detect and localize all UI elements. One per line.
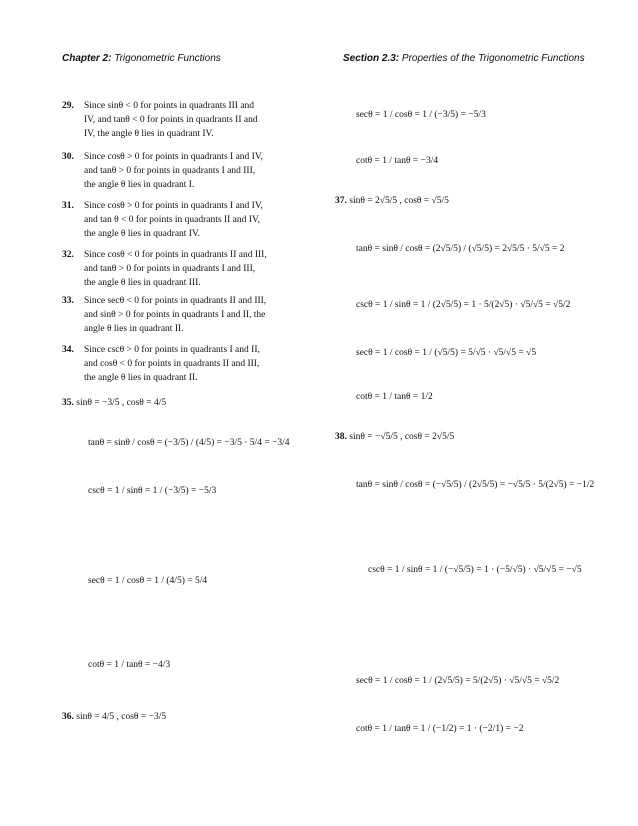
problem-number: 38. <box>335 432 347 442</box>
problem-number: 29. <box>62 101 74 111</box>
problem-35-given <box>62 398 166 408</box>
tan-equation: tanθ = sinθ / cosθ = (−√5/5) / (2√5/5) = −√5/5 · 5/(2√5) = −1/2 <box>356 480 595 490</box>
sec-equation: secθ = 1 / cosθ = 1 / (2√5/5) = 5/(2√5) · √5/√5 = √5/2 <box>356 676 560 686</box>
problem-number: 32. <box>62 250 74 260</box>
problem-line: and cosθ < 0 for points in quadrants II and III, <box>84 359 260 369</box>
sec-equation: secθ = 1 / cosθ = 1 / (√5/5) = 5/√5 · √5/√5 = √5 <box>356 348 537 358</box>
csc-equation: cscθ = 1 / sinθ = 1 / (−√5/5) = 1 · (−5/√5) · √5/√5 = −√5 <box>368 565 582 575</box>
given-values: sinθ = 2√5/5 , cosθ = √5/5 <box>349 196 449 206</box>
problem-line: Since cosθ < 0 for points in quadrants II and III, <box>84 250 267 260</box>
problem-line: Since secθ < 0 for points in quadrants II and III, <box>84 296 267 306</box>
problem-line: the angle θ lies in quadrant III. <box>84 278 201 288</box>
problem-number: 35. <box>62 398 74 408</box>
problem-line: Since cosθ > 0 for points in quadrants I and IV, <box>84 152 263 162</box>
problem-line: and tan θ < 0 for points in quadrants II and IV, <box>84 215 260 225</box>
problem-38-given <box>335 432 454 442</box>
problem-number: 37. <box>335 196 347 206</box>
problem-number: 34. <box>62 345 74 355</box>
sec-equation: secθ = 1 / cosθ = 1 / (4/5) = 5/4 <box>88 576 208 586</box>
problem-line: and sinθ > 0 for points in quadrants I and II, the <box>84 310 266 320</box>
problem-37-given <box>335 196 449 206</box>
problem-line: the angle θ lies in quadrant IV. <box>84 229 200 239</box>
chapter-title: Trigonometric Functions <box>114 53 221 64</box>
given-values: sinθ = −3/5 , cosθ = 4/5 <box>76 398 167 408</box>
problem-line: angle θ lies in quadrant II. <box>84 324 184 334</box>
cot-equation: cotθ = 1 / tanθ = −4/3 <box>88 660 171 670</box>
problem-line: Since cosθ > 0 for points in quadrants I and IV, <box>84 201 263 211</box>
problem-line: Since sinθ < 0 for points in quadrants III and <box>84 101 255 111</box>
csc-equation: cscθ = 1 / sinθ = 1 / (−3/5) = −5/3 <box>88 486 217 496</box>
chapter-label: Chapter 2: <box>62 53 112 64</box>
sec-equation: secθ = 1 / cosθ = 1 / (−3/5) = −5/3 <box>356 110 486 120</box>
given-values: sinθ = −√5/5 , cosθ = 2√5/5 <box>349 432 455 442</box>
given-values: sinθ = 4/5 , cosθ = −3/5 <box>76 712 167 722</box>
section-header <box>343 53 585 64</box>
problem-line: IV, the angle θ lies in quadrant IV. <box>84 129 214 139</box>
cot-equation: cotθ = 1 / tanθ = 1 / (−1/2) = 1 · (−2/1) = −2 <box>356 724 524 734</box>
problem-number: 31. <box>62 201 74 211</box>
problem-line: the angle θ lies in quadrant II. <box>84 373 198 383</box>
cot-equation: cotθ = 1 / tanθ = −3/4 <box>356 156 439 166</box>
csc-equation: cscθ = 1 / sinθ = 1 / (2√5/5) = 1 · 5/(2√5) · √5/√5 = √5/2 <box>356 300 571 310</box>
chapter-header <box>62 53 221 64</box>
problem-line: IV, and tanθ < 0 for points in quadrants II and <box>84 115 258 125</box>
section-label: Section 2.3: <box>343 53 400 64</box>
problem-line: the angle θ lies in quadrant I. <box>84 180 195 190</box>
tan-equation: tanθ = sinθ / cosθ = (2√5/5) / (√5/5) = 2√5/5 · 5/√5 = 2 <box>356 244 565 254</box>
problem-line: and tanθ > 0 for points in quadrants I and III, <box>84 166 256 176</box>
problem-36-given <box>62 712 166 722</box>
cot-equation: cotθ = 1 / tanθ = 1/2 <box>356 392 433 402</box>
section-title: Properties of the Trigonometric Functions <box>401 53 585 64</box>
problem-number: 30. <box>62 152 74 162</box>
problem-line: and tanθ > 0 for points in quadrants I and III, <box>84 264 256 274</box>
problem-number: 36. <box>62 712 74 722</box>
problem-line: Since cscθ > 0 for points in quadrants I and II, <box>84 345 260 355</box>
tan-equation: tanθ = sinθ / cosθ = (−3/5) / (4/5) = −3/5 · 5/4 = −3/4 <box>88 438 290 448</box>
problem-number: 33. <box>62 296 74 306</box>
